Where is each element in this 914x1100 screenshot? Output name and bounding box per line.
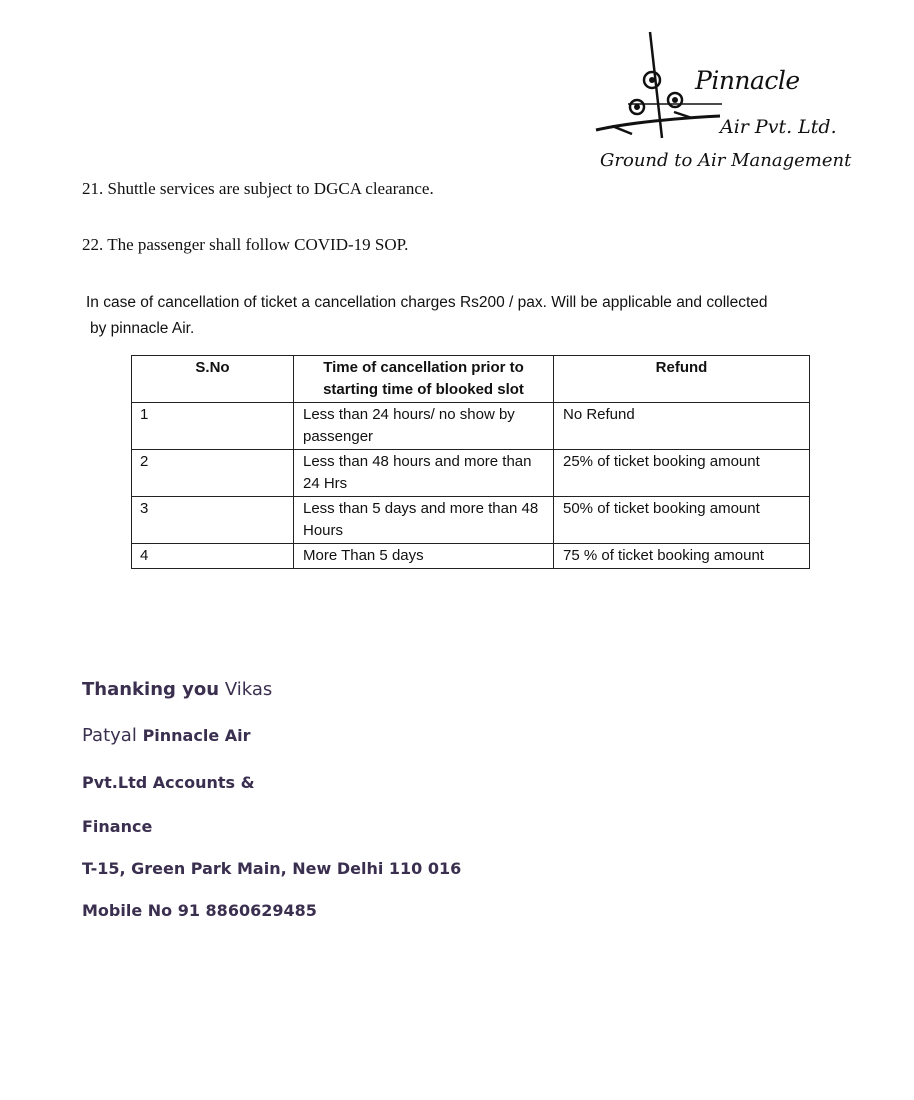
- thanks-text: Thanking you: [82, 679, 220, 700]
- department: Finance: [82, 817, 153, 836]
- cell-sno: 3: [132, 497, 294, 544]
- logo-name: Pinnacle: [695, 66, 800, 95]
- table-row: [132, 450, 810, 497]
- cell-refund: 75 % of ticket booking amount: [554, 544, 810, 569]
- logo-company-suffix: Air Pvt. Ltd.: [720, 116, 837, 138]
- cell-refund: 50% of ticket booking amount: [554, 497, 810, 544]
- signature-name-line: [82, 725, 251, 746]
- cancellation-note: [86, 290, 826, 342]
- cell-sno: 4: [132, 544, 294, 569]
- signer-surname: Patyal: [82, 725, 137, 746]
- cell-refund: No Refund: [554, 403, 810, 450]
- company-logo: [592, 30, 854, 190]
- signer-first-name: Vikas: [224, 679, 273, 700]
- cell-refund: 25% of ticket booking amount: [554, 450, 810, 497]
- header-sno: S.No: [132, 356, 294, 403]
- table-row: [132, 497, 810, 544]
- address: T-15, Green Park Main, New Delhi 110 016: [82, 859, 462, 878]
- header-refund: Refund: [554, 356, 810, 403]
- signature-thanks: [82, 679, 272, 700]
- cell-time: Less than 24 hours/ no show by passenger: [294, 403, 554, 450]
- cell-time: More Than 5 days: [294, 544, 554, 569]
- company-dept-line: Pvt.Ltd Accounts &: [82, 773, 255, 792]
- term-21: 21. Shuttle services are subject to DGCA clearance.: [82, 179, 434, 198]
- cell-sno: 2: [132, 450, 294, 497]
- logo-tagline: Ground to Air Management: [600, 150, 852, 171]
- cell-time: Less than 5 days and more than 48 Hours: [294, 497, 554, 544]
- cancellation-note-line-2: by pinnacle Air.: [90, 320, 195, 337]
- header-time: Time of cancellation prior to starting time of blooked slot: [294, 356, 554, 403]
- table-row: [132, 403, 810, 450]
- term-22: 22. The passenger shall follow COVID-19 SOP.: [82, 235, 409, 254]
- cell-time: Less than 48 hours and more than 24 Hrs: [294, 450, 554, 497]
- refund-table: [131, 355, 810, 569]
- company-name: Pinnacle Air: [142, 726, 251, 745]
- mobile-number: Mobile No 91 8860629485: [82, 901, 317, 920]
- cell-sno: 1: [132, 403, 294, 450]
- table-header-row: [132, 356, 810, 403]
- cancellation-note-line-1: In case of cancellation of ticket a cancellation charges Rs200 / pax. Will be applicable and collected: [86, 294, 768, 311]
- table-row: [132, 544, 810, 569]
